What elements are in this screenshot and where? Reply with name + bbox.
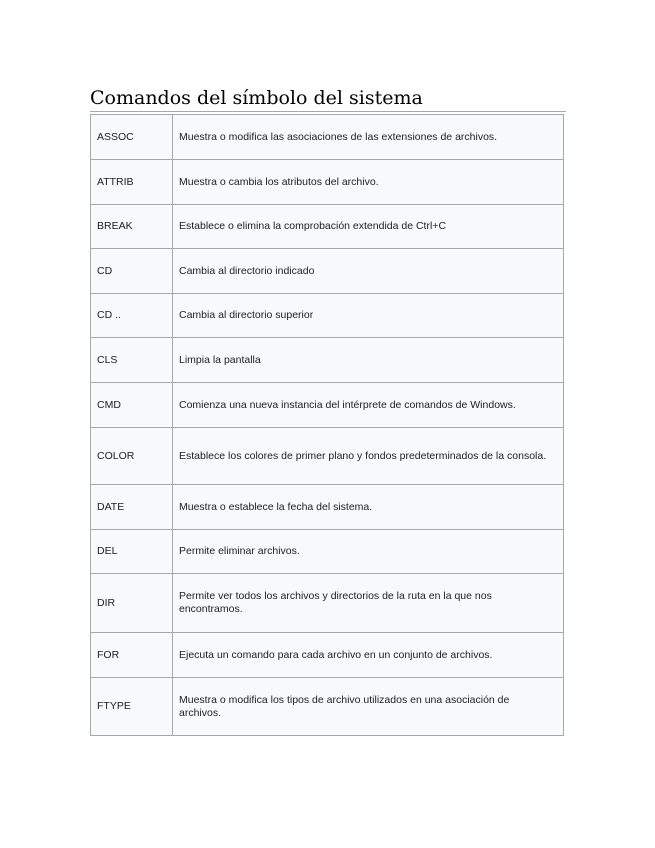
table-row [91, 205, 564, 249]
command-description: Comienza una nueva instancia del intérprete de comandos de Windows. [173, 383, 564, 428]
command-description: Ejecuta un comando para cada archivo en un conjunto de archivos. [173, 633, 564, 678]
command-name: DEL [91, 530, 173, 574]
table-row [91, 633, 564, 678]
table-row [91, 338, 564, 383]
table-row [91, 249, 564, 294]
command-name: CMD [91, 383, 173, 428]
table-row [91, 160, 564, 205]
command-description: Muestra o modifica los tipos de archivo utilizados en una asociación de archivos. [173, 678, 564, 736]
command-description: Muestra o cambia los atributos del archivo. [173, 160, 564, 205]
page-title: Comandos del símbolo del sistema [90, 86, 566, 112]
table-row [91, 530, 564, 574]
table-row [91, 428, 564, 485]
command-description: Permite eliminar archivos. [173, 530, 564, 574]
command-name: CD [91, 249, 173, 294]
command-name: DIR [91, 574, 173, 633]
command-name: FTYPE [91, 678, 173, 736]
command-description: Permite ver todos los archivos y directorios de la ruta en la que nos encontramos. [173, 574, 564, 633]
command-name: ASSOC [91, 115, 173, 160]
command-description: Muestra o establece la fecha del sistema. [173, 485, 564, 530]
table-row [91, 678, 564, 736]
table-row [91, 574, 564, 633]
table-row [91, 294, 564, 338]
command-name: CD .. [91, 294, 173, 338]
command-name: FOR [91, 633, 173, 678]
table-row [91, 485, 564, 530]
command-description: Cambia al directorio indicado [173, 249, 564, 294]
command-description: Muestra o modifica las asociaciones de las extensiones de archivos. [173, 115, 564, 160]
command-description: Cambia al directorio superior [173, 294, 564, 338]
command-name: COLOR [91, 428, 173, 485]
command-description: Establece o elimina la comprobación extendida de Ctrl+C [173, 205, 564, 249]
command-name: ATTRIB [91, 160, 173, 205]
command-description: Limpia la pantalla [173, 338, 564, 383]
command-description: Establece los colores de primer plano y fondos predeterminados de la consola. [173, 428, 564, 485]
command-name: DATE [91, 485, 173, 530]
commands-table [90, 114, 564, 736]
table-row [91, 383, 564, 428]
command-name: BREAK [91, 205, 173, 249]
table-row [91, 115, 564, 160]
command-name: CLS [91, 338, 173, 383]
